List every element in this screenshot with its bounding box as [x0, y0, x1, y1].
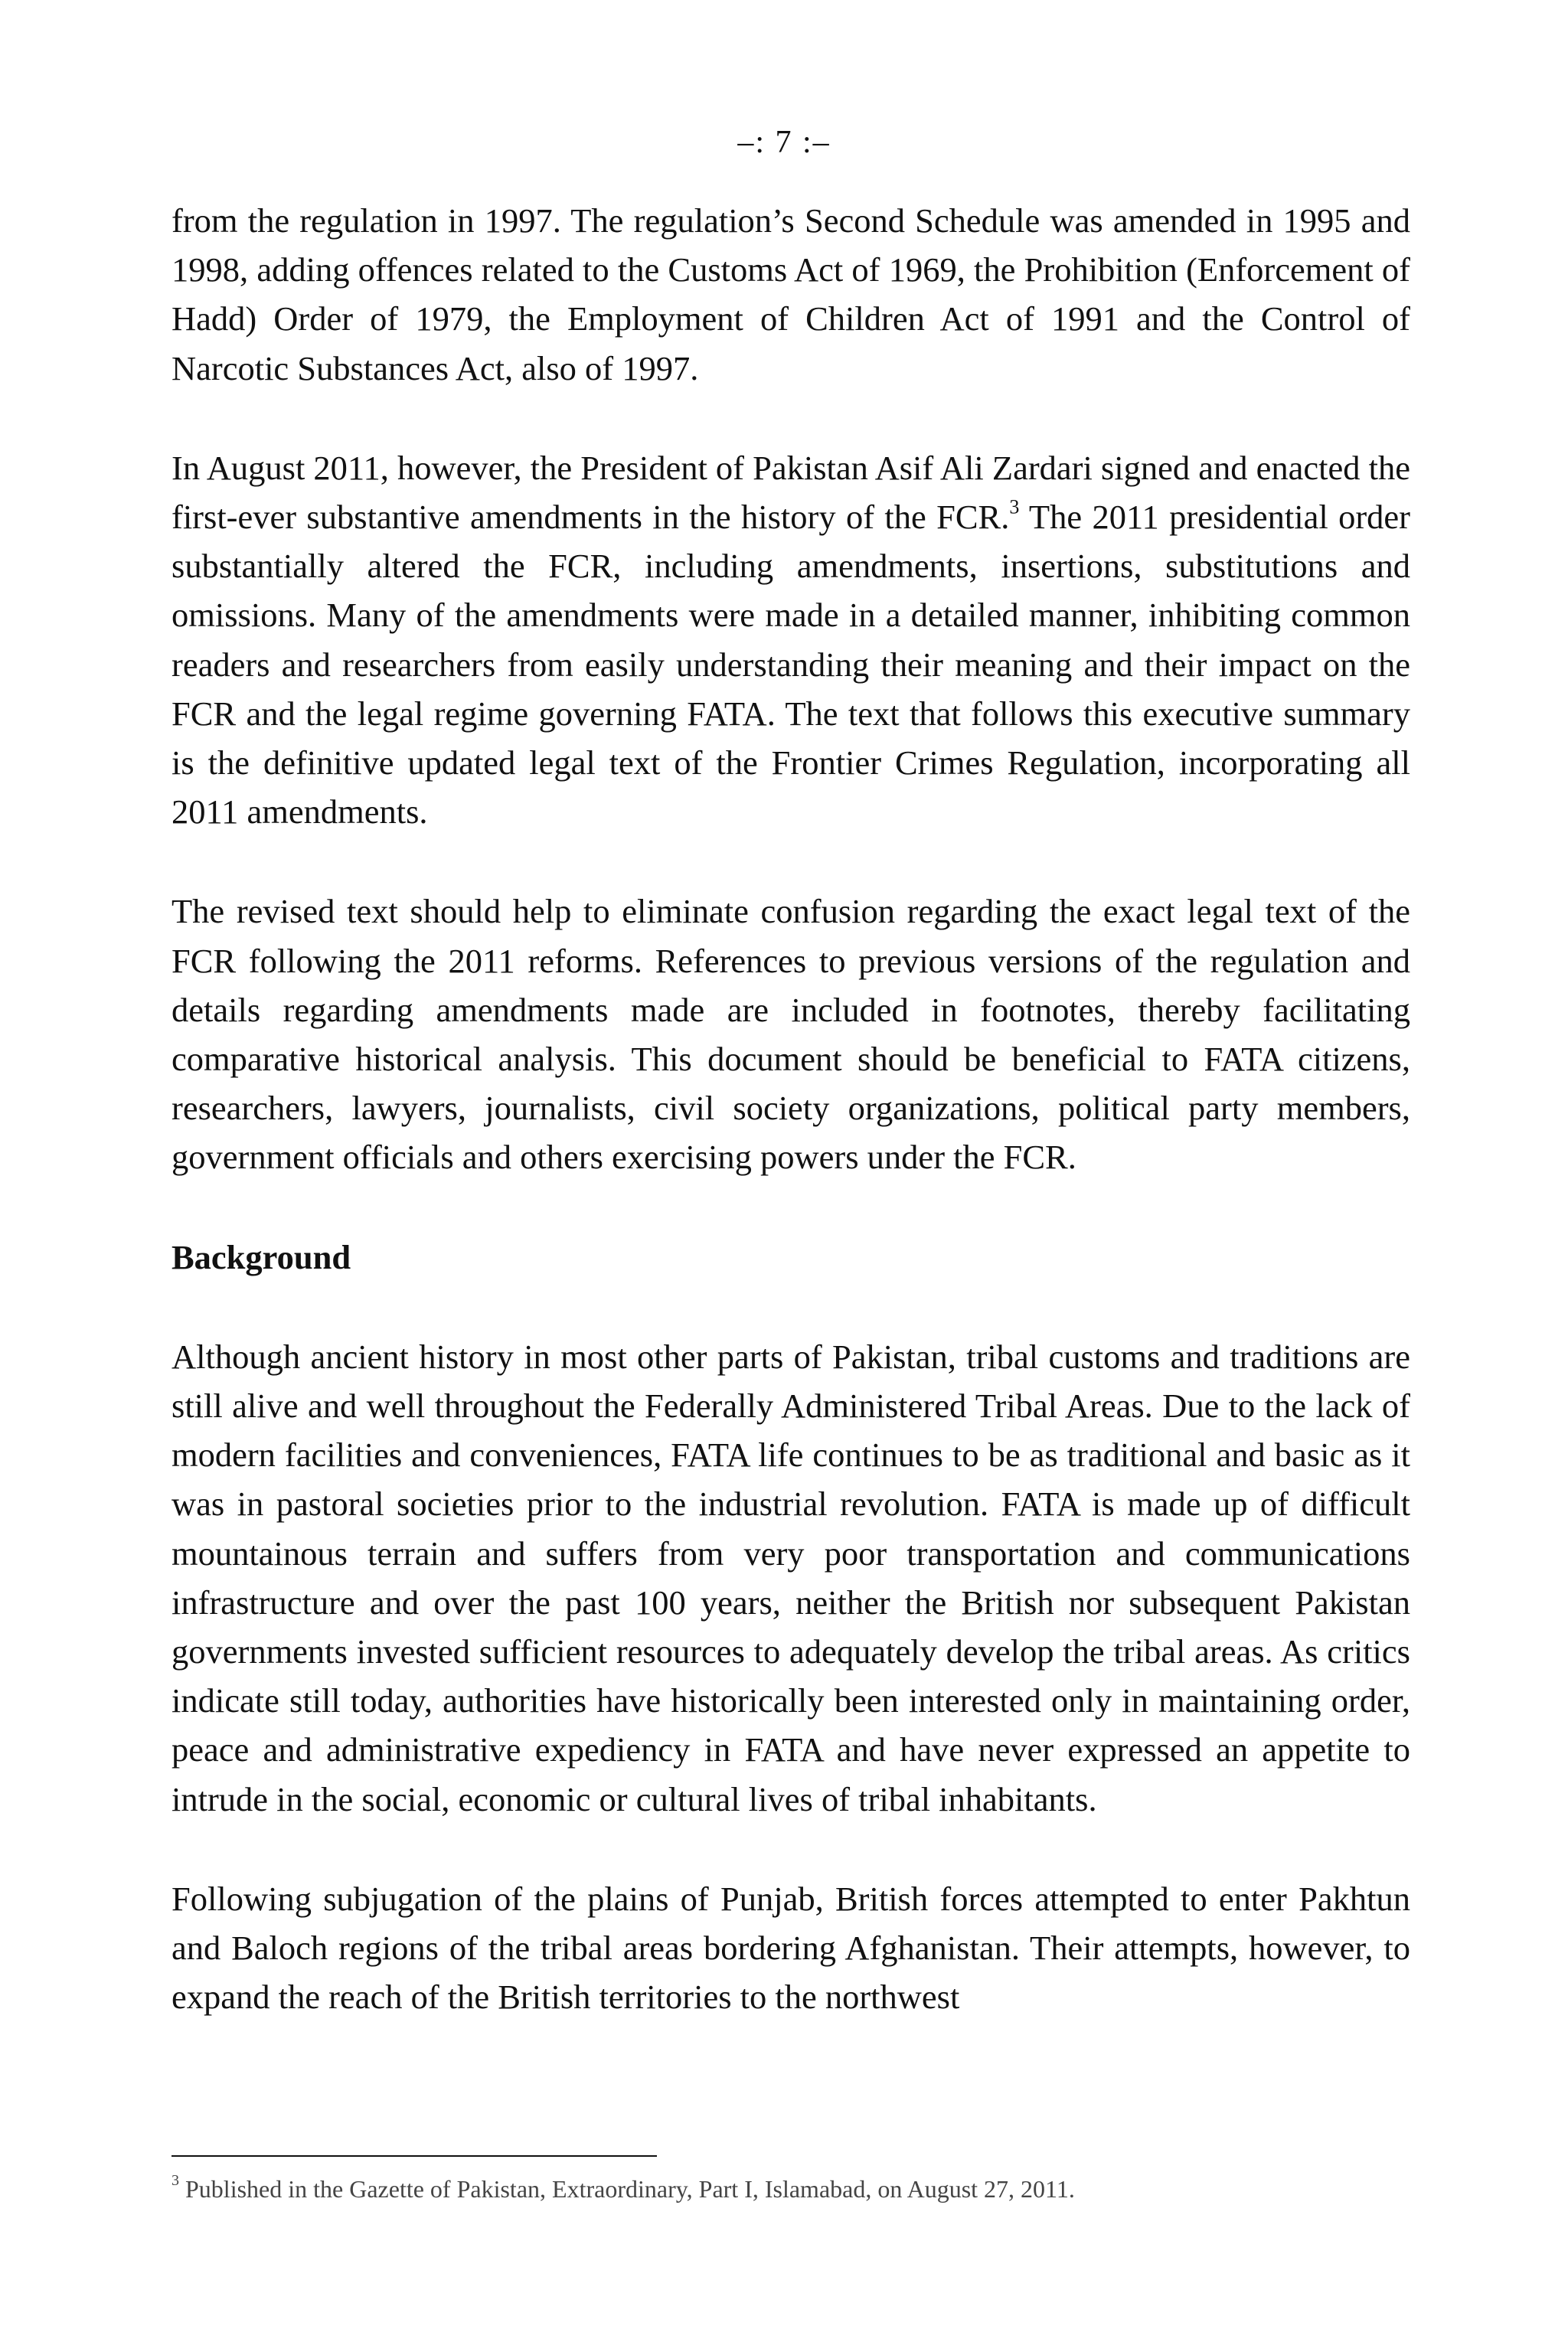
body-text: [172, 196, 1410, 2073]
footnote-reference-3[interactable]: 3: [1009, 495, 1020, 518]
paragraph-2-text-b: The 2011 presidential order substantially altered the FCR, including amendments, insertions, substitutions and omissions. Many of the amendments were made in a detailed manner, inhibiting common readers and researchers from easily understanding their meaning and their impact on the FCR and the legal regime governing FATA. The text that follows this executive summary is the definitive updated legal text of the Frontier Crimes Regulation, incorporating all 2011 amendments.: [172, 498, 1410, 831]
footnote-3: [172, 2172, 1410, 2206]
paragraph-5: Following subjugation of the plains of Punjab, British forces attempted to enter Pakhtun and Baloch regions of the tribal areas bordering Afghanistan. Their attempts, however, to expand the reach of the British territories to the northwest: [172, 1879, 1410, 2017]
footnote-separator: [172, 2155, 657, 2157]
footnote-text: Published in the Gazette of Pakistan, Extraordinary, Part I, Islamabad, on August 27, 2011.: [179, 2175, 1075, 2203]
page-number: –: 7 :–: [737, 125, 831, 160]
paragraph-2: [172, 443, 1410, 837]
footnote-marker: 3: [172, 2172, 179, 2189]
paragraph-1: from the regulation in 1997. The regulation’s Second Schedule was amended in 1995 and 1998, adding offences related to the Customs Act of 1969, the Prohibition (Enforcement of Hadd) Order of 1979, the Employment of Children Act of 1991 and the Control of Narcotic Substances Act, also of 1997.: [172, 201, 1410, 387]
paragraph-3: The revised text should help to eliminate confusion regarding the exact legal text of the FCR following the 2011 reforms. References to previous versions of the regulation and details regarding amendments made are included in footnotes, thereby facilitating comparative historical analysis. This document should be beneficial to FATA citizens, researchers, lawyers, journalists, civil society organizations, political party members, government officials and others exercising powers under the FCR.: [172, 892, 1410, 1177]
paragraph-4: Although ancient history in most other parts of Pakistan, tribal customs and traditions are still alive and well throughout the Federally Administered Tribal Areas. Due to the lack of modern facilities and conveniences, FATA life continues to be as traditional and basic as it was in pastoral societies prior to the industrial revolution. FATA is made up of difficult mountainous terrain and suffers from very poor transportation and communications infrastructure and over the past 100 years, neither the British nor subsequent Pakistan governments invested sufficient resources to adequately develop the tribal areas. As critics indicate still today, authorities have historically been interested only in maintaining order, peace and administrative expediency in FATA and have never expressed an appetite to intrude in the social, economic or cultural lives of tribal inhabitants.: [172, 1337, 1410, 1818]
paragraph-2-text-a: In August 2011, however, the President of Pakistan Asif Ali Zardari signed and enacted the first-ever substantive amendments in the history of the FCR.: [172, 448, 1410, 537]
section-heading-background: Background: [172, 1237, 351, 1276]
